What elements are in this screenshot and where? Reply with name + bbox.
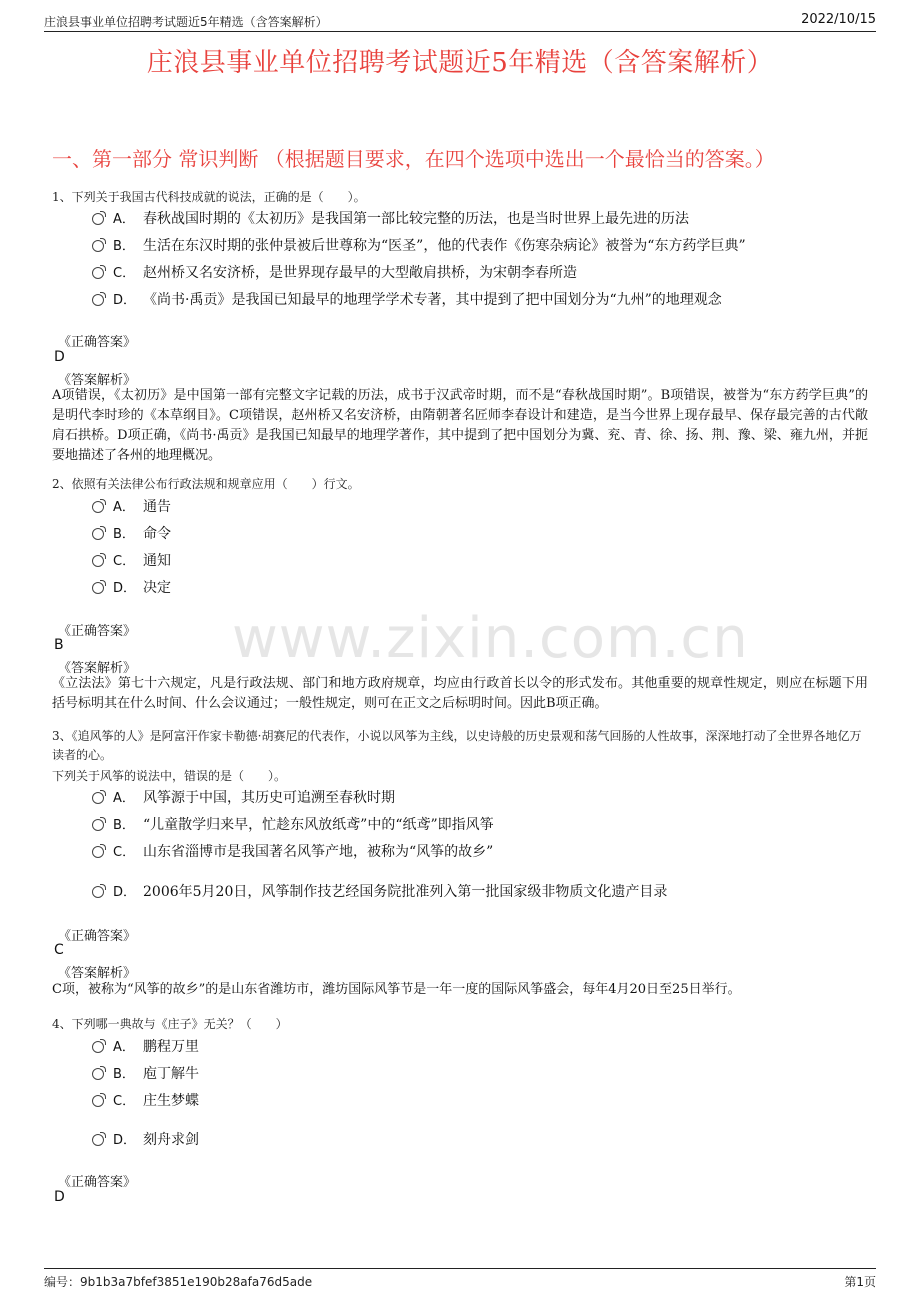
option-b[interactable] — [92, 235, 746, 255]
radio-icon[interactable] — [92, 501, 104, 513]
option-text: 春秋战国时期的《太初历》是我国第一部比较完整的历法，也是当时世界上最先进的历法 — [143, 211, 689, 227]
option-c[interactable] — [92, 841, 493, 861]
radio-icon[interactable] — [92, 1068, 104, 1080]
radio-icon[interactable] — [92, 1134, 104, 1146]
explanation-text: 《立法法》第七十六规定，凡是行政法规、部门和地方政府规章，均应由行政首长以令的形式发布。其他重要的规章性规定，则应在标题下用括号标明其在什么时间、什么会议通过；一般性规定，则可在正文之后标明时间。因此B项正确。 — [52, 676, 868, 711]
option-a[interactable] — [92, 787, 395, 807]
option-a[interactable] — [92, 1036, 199, 1056]
option-letter: C． — [113, 266, 136, 281]
explanation-text: C项，被称为“风筝的故乡”的是山东省潍坊市，潍坊国际风筝节是一年一度的国际风筝盛会，每年4月20日至25日举行。 — [52, 982, 741, 997]
document-id: 编号：9b1b3a7bfef3851e190b28afa76d5ade — [44, 1275, 313, 1289]
answer-label: 《正确答案》 — [58, 1175, 137, 1190]
option-d[interactable] — [92, 1129, 199, 1149]
explanation-label: 《答案解析》 — [58, 373, 137, 388]
question-stem: 4、下列哪一典故与《庄子》无关？（ ） — [52, 1017, 288, 1031]
option-text: 庄生梦蝶 — [143, 1093, 199, 1109]
question-stem: 2、依照有关法律公布行政法规和规章应用（ ）行文。 — [52, 477, 360, 491]
correct-answer: B — [54, 637, 64, 653]
radio-icon[interactable] — [92, 819, 104, 831]
option-d[interactable] — [92, 881, 667, 901]
explanation-label: 《答案解析》 — [58, 661, 137, 676]
option-letter: B． — [113, 239, 135, 254]
option-text: 命令 — [143, 526, 171, 542]
radio-icon[interactable] — [92, 294, 104, 306]
answer-label: 《正确答案》 — [58, 624, 137, 639]
radio-icon[interactable] — [92, 528, 104, 540]
page-header — [44, 10, 876, 32]
option-letter: A． — [113, 212, 135, 227]
radio-icon[interactable] — [92, 582, 104, 594]
page-number: 第1页 — [844, 1275, 876, 1289]
option-letter: B． — [113, 527, 135, 542]
option-letter: D． — [113, 293, 137, 308]
section-heading: 一、第一部分 常识判断 （根据题目要求，在四个选项中选出一个最恰当的答案。） — [52, 147, 775, 171]
option-b[interactable] — [92, 1063, 199, 1083]
option-letter: C． — [113, 845, 136, 860]
explanation-label: 《答案解析》 — [58, 966, 137, 981]
watermark: www.zixin.com.cn — [232, 606, 749, 671]
option-text: 鹏程万里 — [143, 1039, 199, 1055]
correct-answer: D — [54, 1189, 65, 1205]
option-text: 通告 — [143, 499, 171, 515]
option-letter: C． — [113, 554, 136, 569]
radio-icon[interactable] — [92, 267, 104, 279]
option-text: 山东省淄博市是我国著名风筝产地，被称为“风筝的故乡” — [143, 844, 494, 860]
radio-icon[interactable] — [92, 792, 104, 804]
radio-icon[interactable] — [92, 846, 104, 858]
option-text: 生活在东汉时期的张仲景被后世尊称为“医圣”，他的代表作《伤寒杂病论》被誉为“东方药学巨典” — [143, 238, 746, 254]
option-b[interactable] — [92, 814, 494, 834]
option-letter: A． — [113, 791, 135, 806]
option-text: 《尚书·禹贡》是我国已知最早的地理学学术专著，其中提到了把中国划分为“九州”的地理观念 — [143, 292, 722, 308]
question-stem-2: 下列关于风筝的说法中，错误的是（ ）。 — [52, 769, 287, 783]
option-text: “儿童散学归来早，忙趁东风放纸鸢”中的“纸鸢”即指风筝 — [143, 817, 494, 833]
answer-label: 《正确答案》 — [58, 929, 137, 944]
option-letter: D． — [113, 581, 137, 596]
correct-answer: C — [54, 942, 64, 958]
answer-label: 《正确答案》 — [58, 335, 137, 350]
option-text: 决定 — [143, 580, 171, 596]
option-c[interactable] — [92, 1090, 199, 1110]
header-date: 2022/10/15 — [801, 12, 876, 27]
option-c[interactable] — [92, 550, 171, 570]
option-text: 刻舟求剑 — [143, 1132, 199, 1148]
option-letter: A． — [113, 1040, 135, 1055]
option-letter: A． — [113, 500, 135, 515]
option-text: 2006年5月20日，风筝制作技艺经国务院批准列入第一批国家级非物质文化遗产目录 — [143, 884, 668, 900]
option-letter: D． — [113, 885, 137, 900]
radio-icon[interactable] — [92, 1041, 104, 1053]
header-doc-title: 庄浪县事业单位招聘考试题近5年精选（含答案解析） — [44, 15, 328, 29]
radio-icon[interactable] — [92, 213, 104, 225]
explanation-text: A项错误，《太初历》是中国第一部有完整文字记载的历法，成书于汉武帝时期，而不是“春秋战国时期”。B项错误，被誉为“东方药学巨典”的是明代李时珍的《本草纲目》。C项错误，赵州桥又名安济桥，由隋朝著名匠师李春设计和建造，是当今世界上现存最早、保存最完善的古代敞肩石拱桥。D项正确，《尚书·禹贡》是我国已知最早的地理学著作，其中提到了把中国划分为冀、兖、青、徐、扬、荆、豫、梁、雍九州，并扼要地描述了各州的地理概况。 — [52, 388, 868, 463]
option-a[interactable] — [92, 496, 171, 516]
correct-answer: D — [54, 349, 65, 365]
question-stem: 3、《追风筝的人》是阿富汗作家卡勒德·胡赛尼的代表作，小说以风筝为主线，以史诗般的历史景观和荡气回肠的人性故事，深深地打动了全世界各地亿万读者的心。 — [52, 729, 862, 762]
option-letter: C． — [113, 1094, 136, 1109]
option-text: 庖丁解牛 — [143, 1066, 199, 1082]
question-stem: 1、下列关于我国古代科技成就的说法，正确的是（ ）。 — [52, 190, 366, 204]
option-a[interactable] — [92, 208, 689, 228]
radio-icon[interactable] — [92, 886, 104, 898]
radio-icon[interactable] — [92, 1095, 104, 1107]
option-text: 通知 — [143, 553, 171, 569]
option-letter: D． — [113, 1133, 137, 1148]
page-footer — [44, 1268, 876, 1290]
page-title: 庄浪县事业单位招聘考试题近5年精选（含答案解析） — [146, 48, 774, 78]
radio-icon[interactable] — [92, 240, 104, 252]
option-b[interactable] — [92, 523, 171, 543]
option-letter: B． — [113, 818, 135, 833]
option-letter: B． — [113, 1067, 135, 1082]
option-c[interactable] — [92, 262, 577, 282]
option-text: 赵州桥又名安济桥，是世界现存最早的大型敞肩拱桥，为宋朝李春所造 — [143, 265, 577, 281]
option-d[interactable] — [92, 577, 171, 597]
option-text: 风筝源于中国，其历史可追溯至春秋时期 — [143, 790, 395, 806]
option-d[interactable] — [92, 289, 722, 309]
radio-icon[interactable] — [92, 555, 104, 567]
